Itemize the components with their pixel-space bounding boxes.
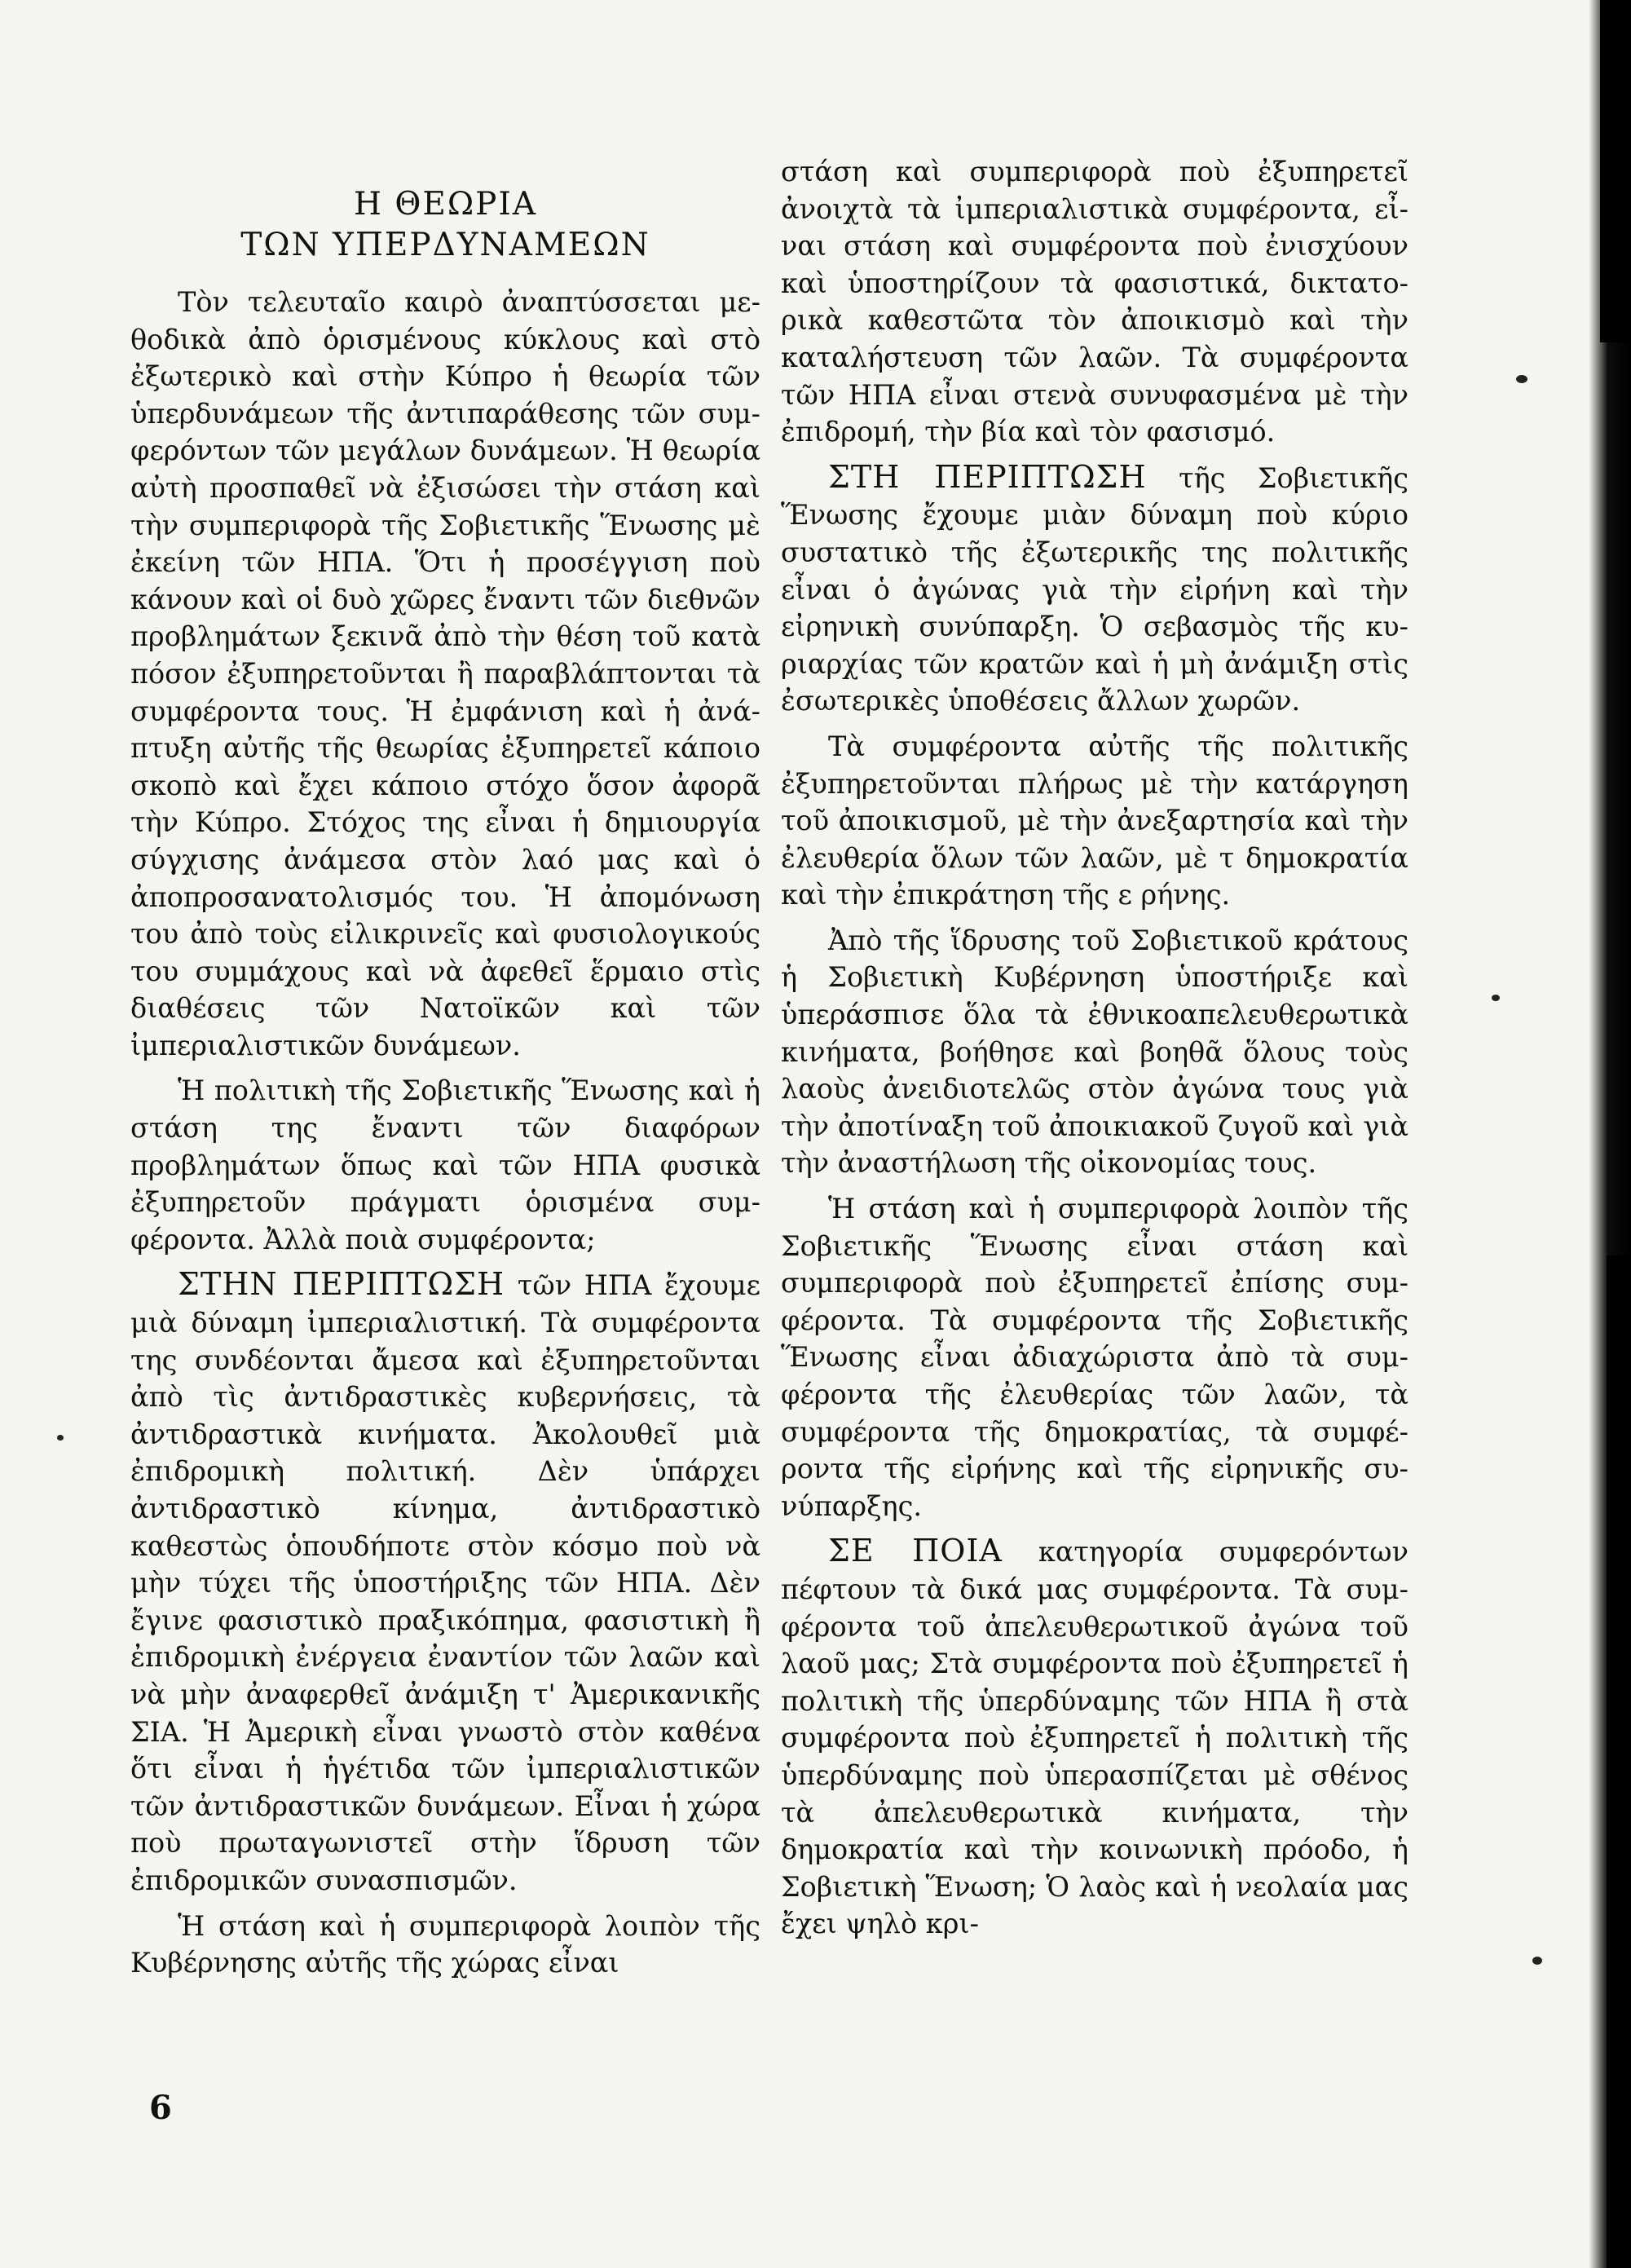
paragraph: [781, 459, 1408, 720]
paragraph-lead: ΣΤΗ ΠΕΡΙΠΤΩΣΗ: [828, 458, 1147, 495]
paragraph: [781, 1190, 1408, 1525]
paragraph: [130, 1908, 760, 1982]
paragraph-text: Ἡ στάση καὶ ἡ συμπεριφορὰ λοιπὸν τῆς Κυβέρνησης αὐτῆς τῆς χώρας εἶναι: [130, 1909, 760, 1979]
paragraph-lead: ΣΤΗΝ ΠΕΡΙΠΤΩΣΗ: [178, 1266, 505, 1303]
left-column: [130, 153, 760, 1990]
paragraph-text: Ἀπὸ τῆς ἵδρυσης τοῦ Σοβιετικοῦ κράτους ἡ Σοβιετικὴ Κυβέρνηση ὑποστήριξε καὶ ὑπεράσπισε ὅλα τὰ ἐθνικοαπελευθερωτικὰ κινήματα, βοήθησε καὶ βοηθᾶ ὅλους τοὺς λαοὺς ἀνειδιοτελῶς στὸν ἀγώνα τους γιὰ τὴν ἀποτίναξη τοῦ ἀποικιακοῦ ζυγοῦ καὶ γιὰ τὴν ἀναστήλωση τῆς οἰκονομίας τους.: [781, 924, 1408, 1180]
paragraph: [781, 1533, 1408, 1943]
scan-edge-shadow: [1607, 1255, 1631, 2268]
paragraph: [781, 922, 1408, 1182]
scan-speck: [1516, 375, 1527, 383]
paragraph-text: τῶν ΗΠΑ ἔχουμε μιὰ δύναμη ἰμπεριαλιστική. Τὰ συμφέροντα της συνδέονται ἄμεσα καὶ ἐξυπηρετοῦνται ἀπὸ τὶς ἀντιδραστικὲς κυβερνήσεις, τὰ ἀντιδραστικὰ κινήματα. Ἀκολουθεῖ μιὰ ἐπιδρομικὴ πολιτική. Δὲν ὑπάρχει ἀντιδραστικὸ κίνημα, ἀντιδραστικὸ καθεστὼς ὁπουδήποτε στὸν κόσμο ποὺ νὰ μὴν τύχει τῆς ὑποστήριξης τῶν ΗΠΑ. Δὲν ἔγινε φασιστικὸ πραξικόπημα, φασιστικὴ ἢ ἐπιδρομικὴ ἐνέργεια ἐναντίον τῶν λαῶν καὶ νὰ μὴν ἀναφερθεῖ ἀνάμιξη τ' Ἀμερικανικῆς ΣΙΑ. Ἡ Ἀμερικὴ εἶναι γνωστὸ στὸν καθένα ὅτι εἶναι ἡ ἡγέτιδα τῶν ἰμπεριαλιστικῶν τῶν ἀντιδραστικῶν δυνάμεων. Εἶναι ἡ χώρα ποὺ πρωταγωνιστεῖ στὴν ἵδρυση τῶν ἐπιδρομικῶν συνασπισμῶν.: [130, 1269, 760, 1896]
paragraph: [130, 1072, 760, 1258]
paragraph: [781, 728, 1408, 914]
paragraph-text: Ἡ πολιτικὴ τῆς Σοβιετικῆς Ἕνωσης καὶ ἡ στάση της ἔναντι τῶν διαφόρων προβλημάτων ὅπως καὶ τῶν ΗΠΑ φυσικὰ ἐξυπηρετοῦν πράγματι ὁρισμένα συμφέροντα. Ἀλλὰ ποιὰ συμφέροντα;: [130, 1074, 760, 1255]
paragraph-text: Τὸν τελευταῖο καιρὸ ἀναπτύσσεται μεθοδικὰ ἀπὸ ὁρισμένους κύκλους καὶ στὸ ἐξωτερικὸ καὶ στὴν Κύπρο ἡ θεωρία τῶν ὑπερδυνάμεων τῆς ἀντιπαράθεσης τῶν συμφερόντων τῶν μεγάλων δυνάμεων. Ἡ θεωρία αὐτὴ προσπαθεῖ νὰ ἐξισώσει τὴν στάση καὶ τὴν συμπεριφορὰ τῆς Σοβιετικῆς Ἕνωσης μὲ ἐκείνη τῶν ΗΠΑ. Ὅτι ἡ προσέγγιση ποὺ κάνουν καὶ οἱ δυὸ χῶρες ἔναντι τῶν διεθνῶν προβλημάτων ξεκινᾶ ἀπὸ τὴν θέση τοῦ κατὰ πόσον ἐξυπηρετοῦνται ἢ παραβλάπτονται τὰ συμφέροντα τους. Ἡ ἐμφάνιση καὶ ἡ ἀνάπτυξη αὐτῆς τῆς θεωρίας ἐξυπηρετεῖ κάποιο σκοπὸ καὶ ἔχει κάποιο στόχο ὅσον ἀφορᾶ τὴν Κύπρο. Στόχος της εἶναι ἡ δημιουργία σύγχισης ἀνάμεσα στὸν λαό μας καὶ ὁ ἀποπροσανατολισμός του. Ἡ ἀπομόνωση του ἀπὸ τοὺς εἰλικρινεῖς καὶ φυσιολογικούς του συμμάχους καὶ νὰ ἀφεθεῖ ἕρμαιο στὶς διαθέσεις τῶν Νατοϊκῶν καὶ τῶν ἰμπεριαλιστικῶν δυνάμεων.: [130, 286, 760, 1061]
paragraph-text: τῆς Σοβιετικῆς Ἕνωσης ἔχουμε μιὰν δύναμη ποὺ κύριο συστατικὸ τῆς ἐξωτερικῆς της πολιτικῆς εἶναι ὁ ἀγώνας γιὰ τὴν εἰρήνη καὶ τὴν εἰρηνικὴ συνύπαρξη. Ὁ σεβασμὸς τῆς κυριαρχίας τῶν κρατῶν καὶ ἡ μὴ ἀνάμιξη στὶς ἐσωτερικὲς ὑποθέσεις ἄλλων χωρῶν.: [781, 461, 1409, 717]
scan-speck: [1492, 995, 1500, 1001]
title-line-1: Η ΘΕΩΡΙΑ: [354, 186, 537, 223]
paragraph: [781, 153, 1408, 451]
paragraph-text: Ἡ στάση καὶ ἡ συμπεριφορὰ λοιπὸν τῆς Σοβιετικῆς Ἕνωσης εἶναι στάση καὶ συμπεριφορὰ ποὺ ἐξυπηρετεῖ ἐπίσης συμφέροντα. Τὰ συμφέροντα τῆς Σοβιετικῆς Ἕνωσης εἶναι ἀδιαχώριστα ἀπὸ τὰ συμφέροντα τῆς ἐλευθερίας τῶν λαῶν, τὰ συμφέροντα τῆς δημοκρατίας, τὰ συμφέροντα τῆς εἰρήνης καὶ τῆς εἰρηνικῆς συνύπαρξης.: [781, 1193, 1408, 1522]
right-paragraphs: [781, 153, 1408, 1943]
right-column: [781, 153, 1408, 1951]
paragraph-text: Τὰ συμφέροντα αὐτῆς τῆς πολιτικῆς ἐξυπηρετοῦνται πλήρως μὲ τὴν κατάργηση τοῦ ἀποικισμοῦ, μὲ τὴν ἀνεξαρτησία καὶ τὴν ἐλευθερία ὅλων τῶν λαῶν, μὲ τ δημοκρατία καὶ τὴν ἐπικράτηση τῆς ε ρήνης.: [781, 730, 1408, 911]
scan-speck: [57, 1435, 64, 1441]
left-paragraphs: [130, 284, 760, 1982]
paragraph-text: στάση καὶ συμπεριφορὰ ποὺ ἐξυπηρετεῖ ἀνοιχτὰ τὰ ἰμπεριαλιστικὰ συμφέροντα, εἶναι στάση καὶ συμφέροντα ποὺ ἐνισχύουν καὶ ὑποστηρίζουν τὰ φασιστικά, δικτατορικὰ καθεστῶτα τὸν ἀποικισμὸ καὶ τὴν καταλήστευση τῶν λαῶν. Τὰ συμφέροντα τῶν ΗΠΑ εἶναι στενὰ συνυφασμένα μὲ τὴν ἐπιδρομή, τὴν βία καὶ τὸν φασισμό.: [781, 156, 1408, 448]
title-line-2: ΤΩΝ ΥΠΕΡΔΥΝΑΜΕΩΝ: [240, 227, 650, 263]
paragraph-lead: ΣΕ ΠΟΙΑ: [828, 1533, 1003, 1569]
scan-edge-shadow: [1600, 0, 1631, 342]
page-number: 6: [149, 2089, 172, 2127]
scan-speck: [1532, 1957, 1542, 1965]
paragraph: [130, 284, 760, 1064]
article-title: [130, 184, 760, 266]
paragraph-text: κατηγορία συμφερόντων πέφτουν τὰ δικά μας συμφέροντα. Τὰ συμφέροντα τοῦ ἀπελευθερωτικοῦ ἀγώνα τοῦ λαοῦ μας; Στὰ συμφέροντα ποὺ ἐξυπηρετεῖ ἡ πολιτικὴ τῆς ὑπερδύναμης τῶν ΗΠΑ ἢ στὰ συμφέροντα ποὺ ἐξυπηρετεῖ ἡ πολιτικὴ τῆς ὑπερδύναμης ποὺ ὑπερασπίζεται μὲ σθένος τὰ ἀπελευθερωτικὰ κινήματα, τὴν δημοκρατία καὶ τὴν κοινωνικὴ πρόοδο, ἡ Σοβιετικὴ Ἕνωση; Ὁ λαὸς καὶ ἡ νεολαία μας ἔχει ψηλὸ κρι-: [781, 1536, 1408, 1940]
paragraph: [130, 1266, 760, 1899]
